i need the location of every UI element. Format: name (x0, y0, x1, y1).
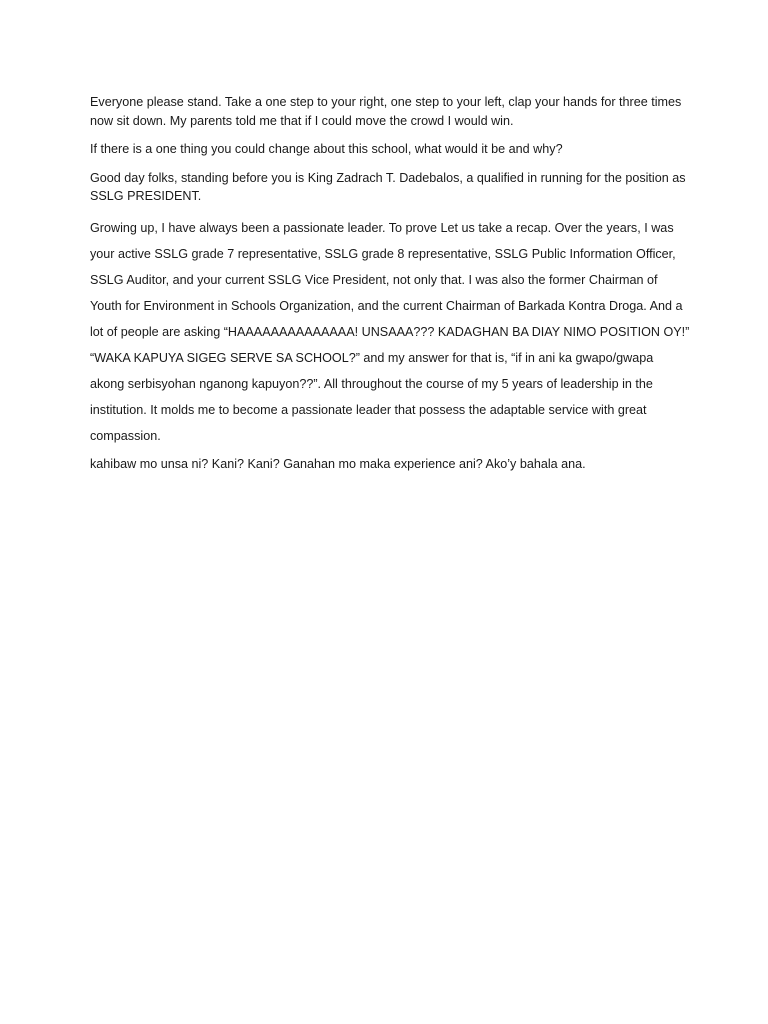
paragraph-opening-instructions: Everyone please stand. Take a one step to your right, one step to your left, clap your hands for three times now sit down. My parents told me that if I could move the crowd I would win. (90, 95, 682, 128)
paragraph-leadership-background: Growing up, I have always been a passionate leader. To prove Let us take a recap. Over the years, I was your active SSLG grade 7 representative, SSLG grade 8 representative, SSLG Public Information Officer, SSLG Auditor, and your current SSLG Vice President, not only that. I was also the former Chairman of Youth for Environment in Schools Organization, and the current Chairman of Barkada Kontra Droga. And a lot of people are asking “HAAAAAAAAAAAAAA! UNSAAA??? KADAGHAN BA DIAY NIMO POSITION OY!” “WAKA KAPUYA SIGEG SERVE SA SCHOOL?” and my answer for that is, “if in ani ka gwapo/gwapa akong serbisyohan nganong kapuyon??”. All throughout the course of my 5 years of leadership in the institution. It molds me to become a passionate leader that possess the adaptable service with great compassion. (90, 220, 690, 443)
document-body (90, 93, 690, 473)
paragraph-introduction: Good day folks, standing before you is King Zadrach T. Dadebalos, a qualified in running for the position as SSLG PRESIDENT. (90, 170, 686, 203)
paragraph-closing: kahibaw mo unsa ni? Kani? Kani? Ganahan mo maka experience ani? Ako’y bahala ana. (90, 456, 586, 471)
paragraph-question: If there is a one thing you could change about this school, what would it be and why? (90, 142, 563, 156)
